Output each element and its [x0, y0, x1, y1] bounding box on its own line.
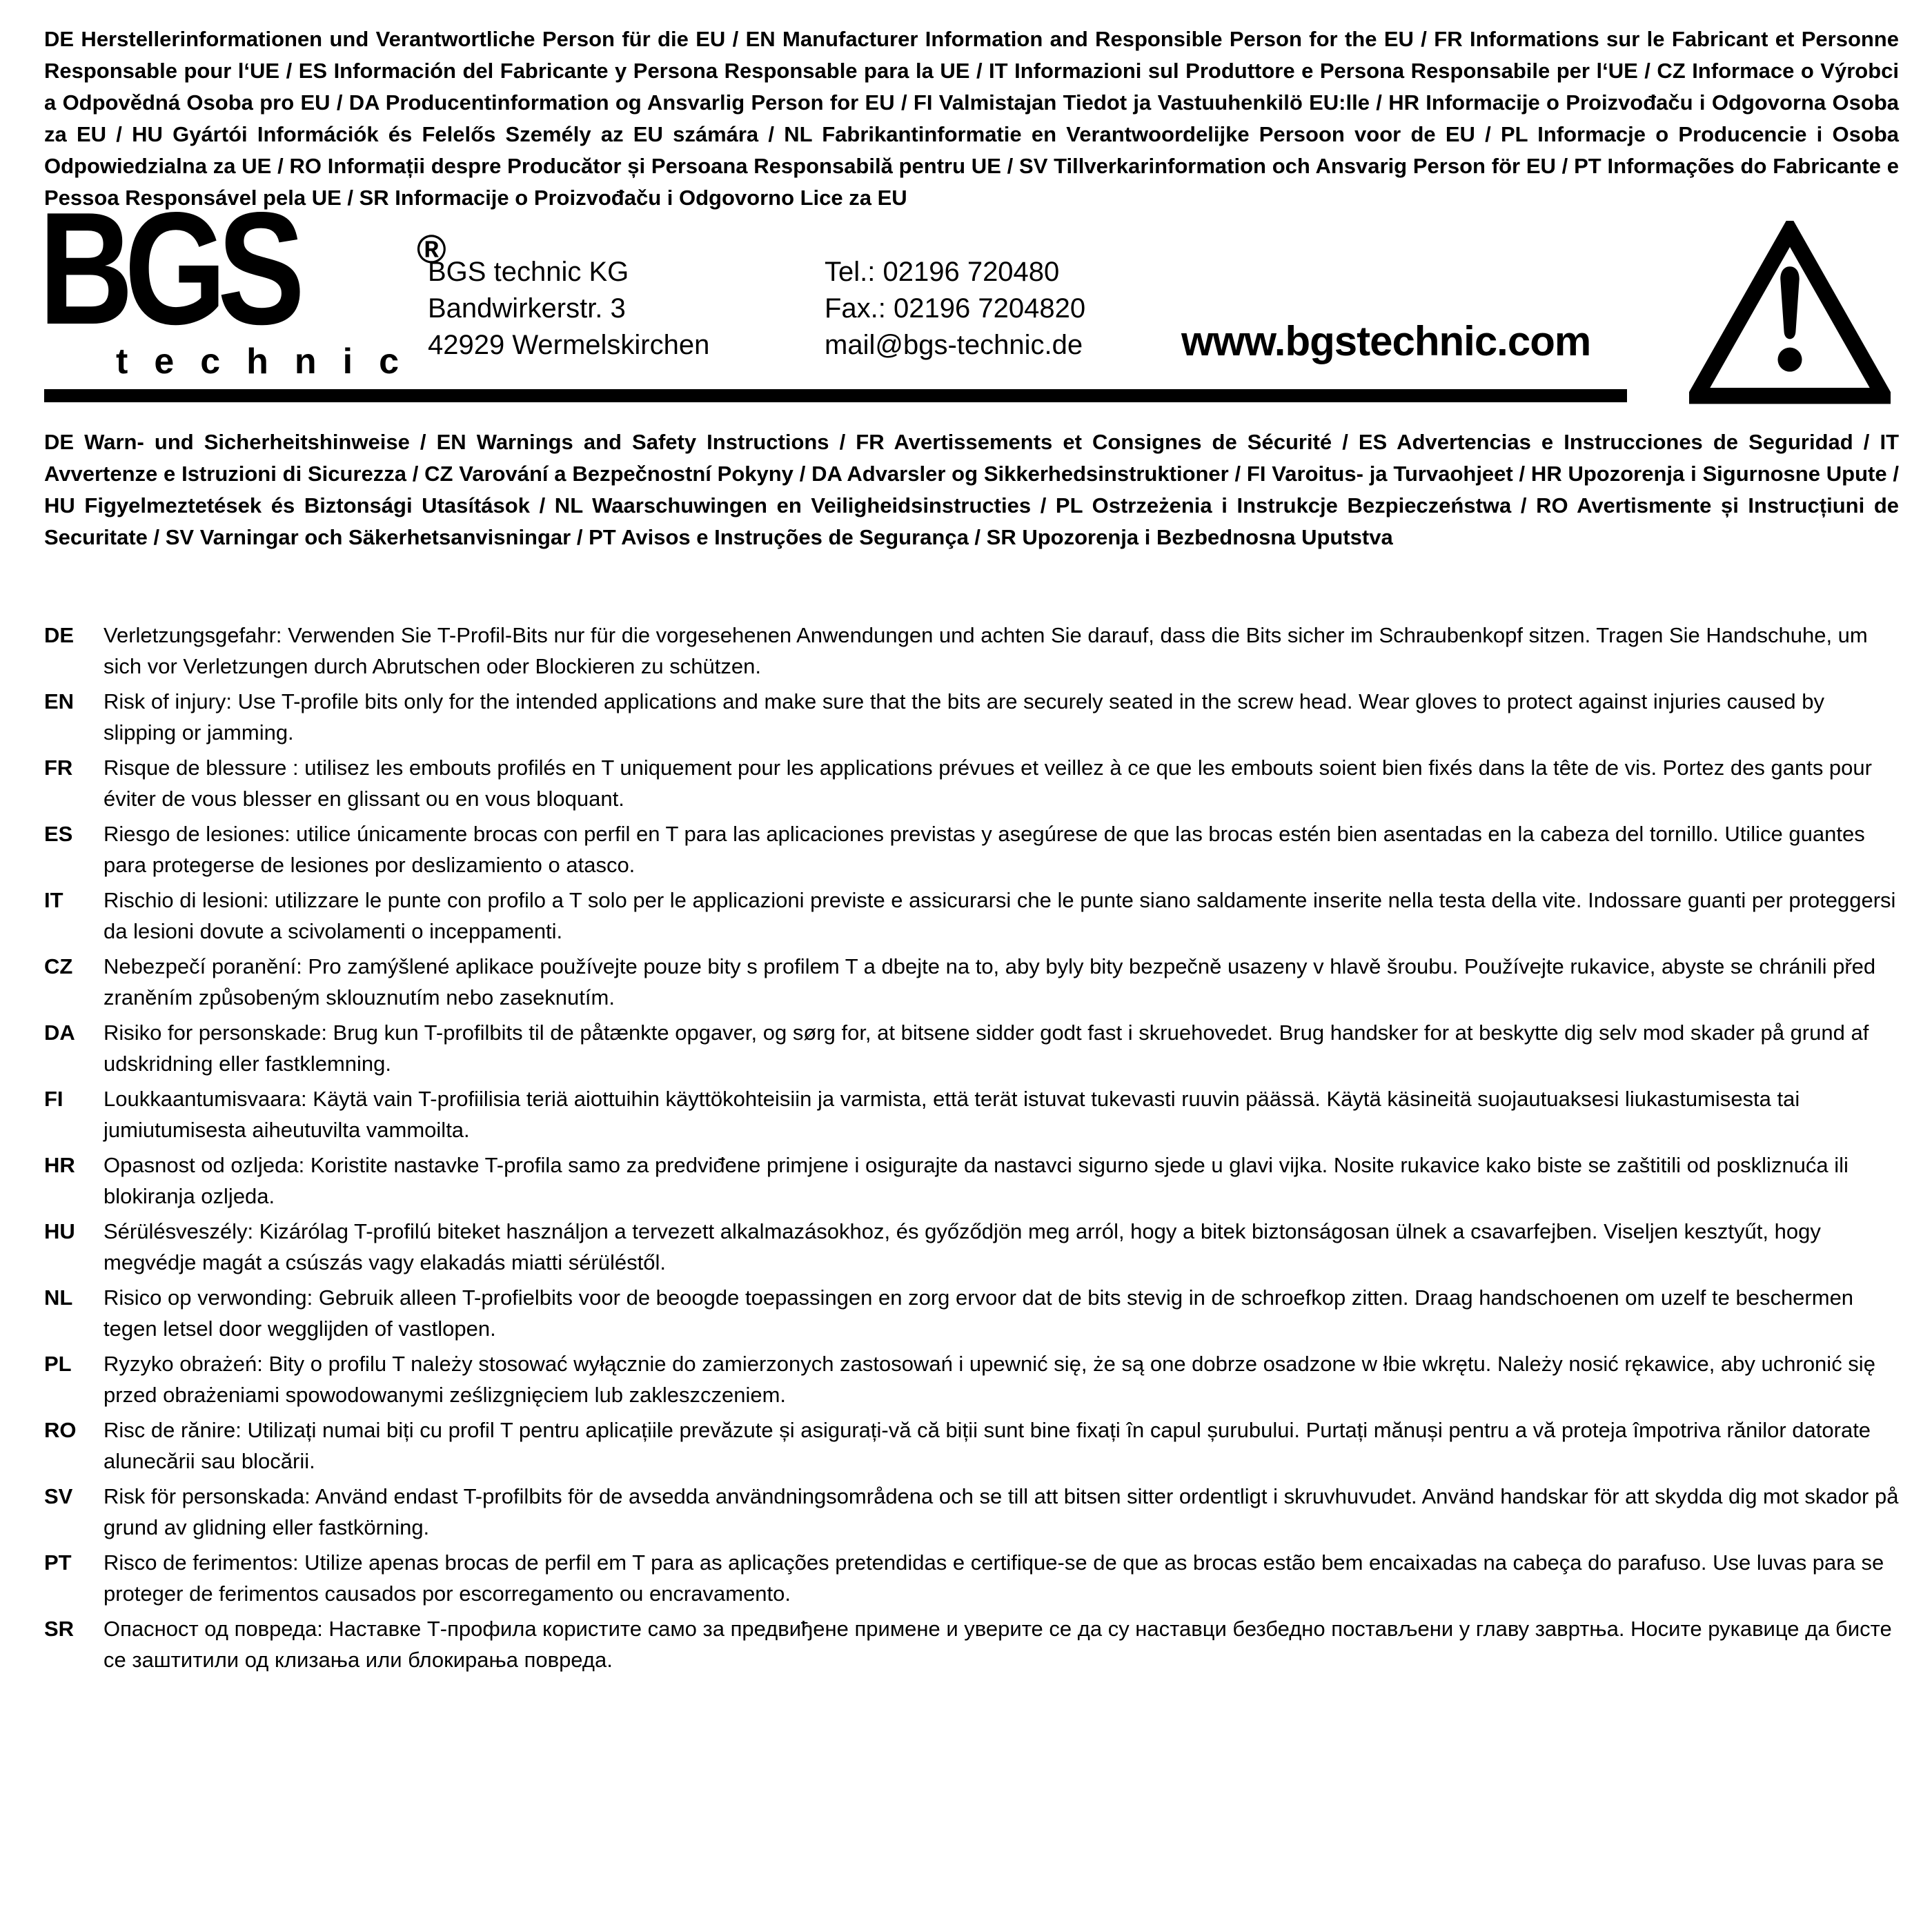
warning-language-code: PT	[44, 1550, 72, 1575]
section-divider	[44, 389, 1627, 402]
warning-item	[44, 1348, 1899, 1410]
manufacturer-info-header: DE Herstellerinformationen und Verantwortliche Person für die EU / EN Manufacturer Information and Responsible Person for the EU / FR Informations sur le Fabricant et Personne Responsable pour l‘UE / ES Información del Fabricante y Persona Responsable para la UE / IT Informazioni sul Produttore e Persona Responsabile per l‘UE / CZ Informace o Výrobci a Odpovědná Osoba pro EU / DA Producentinformation og Ansvarlig Person for EU / FI Valmistajan Tiedot ja Vastuuhenkilö EU:lle / HR Informacije o Proizvođaču i Odgovorna Osoba za EU / HU Gyártói Információk és Felelős Személy az EU számára / NL Fabrikantinformatie en Verantwoordelijke Persoon voor de EU / PL Informacje o Producencie i Osoba Odpowiedzialna za UE / RO Informații despre Producător și Persoana Responsabilă pentru UE / SV Tillverkarinformation och Ansvarig Person för EU / PT Informações do Fabricante e Pessoa Responsável pela UE / SR Informacije o Proizvođaču i Odgovorno Lice za EU	[44, 27, 1899, 210]
warning-item	[44, 752, 1899, 814]
phone-line: Tel.: 02196 720480	[825, 257, 1060, 287]
warning-language-code: ES	[44, 822, 73, 846]
warning-text: Sérülésveszély: Kizárólag T-profilú biteket használjon a tervezett alkalmazásokhoz, és győződjön meg arról, hogy a bitek biztonságosan ülnek a csavarfejben. Viseljen kesztyűt, hogy megvédje magát a csúszás vagy elakadás miatti sérüléstől.	[103, 1219, 1821, 1274]
warning-text: Risco de ferimentos: Utilize apenas brocas de perfil em T para as aplicações pretendidas e certifique-se de que as brocas estão bem encaixadas na cabeça do parafuso. Use luvas para se proteger de ferimentos causados por escorregamento ou encravamento.	[103, 1550, 1884, 1606]
warning-language-code: HU	[44, 1219, 75, 1243]
warning-text: Risk of injury: Use T-profile bits only for the intended applications and make sure that the bits are securely seated in the screw head. Wear gloves to protect against injuries caused by slipping or jamming.	[103, 689, 1824, 745]
fax-line: Fax.: 02196 7204820	[825, 293, 1086, 324]
logo-subtext: technic	[116, 342, 426, 382]
warning-language-code: FR	[44, 756, 73, 780]
safety-instructions-header: DE Warn- und Sicherheitshinweise / EN Warnings and Safety Instructions / FR Avertissements et Consignes de Sécurité / ES Advertencias e Instrucciones de Seguridad / IT Avvertenze e Istruzioni di Sicurezza / CZ Varování a Bezpečnostní Pokyny / DA Advarsler og Sikkerhedsinstruktioner / FI Varoitus- ja Turvaohjeet / HR Upozorenja i Sigurnosne Upute / HU Figyelmeztetések és Biztonsági Utasítások / NL Waarschuwingen en Veiligheidsinstructies / PL Ostrzeżenia i Instrukcje Bezpieczeństwa / RO Avertismente și Instrucțiuni de Securitate / SV Varningar och Säkerhetsanvisningar / PT Avisos e Instruções de Segurança / SR Upozorenja i Bezbednosna Uputstva	[44, 430, 1899, 549]
warning-language-code: PL	[44, 1352, 72, 1376]
bgs-logo	[39, 179, 446, 384]
warning-language-code: IT	[44, 888, 63, 912]
warning-text: Rischio di lesioni: utilizzare le punte con profilo a T solo per le applicazioni previste e assicurarsi che le punte siano saldamente inserite nella testa della vite. Indossare guanti per proteggersi da lesioni dovute a scivolamenti o inceppamenti.	[103, 888, 1896, 943]
warning-text: Loukkaantumisvaara: Käytä vain T-profiilisia teriä aiottuihin käyttökohteisiin ja varmista, että terät istuvat tukevasti ruuvin päässä. Käytä käsineitä suojautuaksesi liukastumisesta tai jumiutumisesta aiheutuvilta vammoilta.	[103, 1087, 1800, 1142]
company-name: BGS technic KG	[428, 257, 629, 287]
warning-text: Risque de blessure : utilisez les embouts profilés en T uniquement pour les applications prévues et veillez à ce que les embouts soient bien fixés dans la tête de vis. Portez des gants pour éviter de vous blesser en glissant ou en vous bloquant.	[103, 756, 1872, 811]
logo-wordmark	[39, 179, 296, 358]
warning-item	[44, 885, 1899, 947]
warning-item	[44, 1083, 1899, 1145]
warning-text: Risico op verwonding: Gebruik alleen T-profielbits voor de beoogde toepassingen en zorg ervoor dat de bits stevig in de schroefkop zitten. Draag handschoenen om uzelf te beschermen tegen letsel door wegglijden of vastlopen.	[103, 1285, 1854, 1341]
email-line: mail@bgs-technic.de	[825, 330, 1083, 360]
warning-item	[44, 1414, 1899, 1477]
warning-text: Опасност од повреда: Наставке Т-профила користите само за предвиђене примене и уверите се да су наставци безбедно постављени у главу завртња. Носите рукавице да бисте се заштитили од клизања или блокирања повреда.	[103, 1617, 1892, 1672]
contact-block	[825, 254, 1085, 364]
company-address-block	[428, 254, 709, 364]
warning-language-code: SV	[44, 1484, 73, 1508]
warning-item	[44, 1150, 1899, 1212]
warning-text: Riesgo de lesiones: utilice únicamente brocas con perfil en T para las aplicaciones previstas y asegúrese de que las brocas estén bien asentadas en la cabeza del tornillo. Utilice guantes para protegerse de lesiones por deslizamiento o atasco.	[103, 822, 1865, 877]
warning-text: Risc de rănire: Utilizați numai biți cu profil T pentru aplicațiile prevăzute și asigurați-vă că biții sunt bine fixați în capul șurubului. Purtați mănuși pentru a vă proteja împotriva rănilor datorate alunecării sau blocării.	[103, 1418, 1871, 1473]
warning-language-code: FI	[44, 1087, 63, 1111]
warning-language-code: EN	[44, 689, 75, 713]
logo-wordmark-text: BGS	[39, 179, 296, 358]
warning-item	[44, 1481, 1899, 1543]
registered-trademark-icon: ®	[417, 227, 446, 272]
warning-text: Risk för personskada: Använd endast T-profilbits för de avsedda användningsområdena och se till att bitsen sitter ordentligt i skruvhuvudet. Använd handskar för att skydda dig mot skador på grund av glidning eller fastkörning.	[103, 1484, 1899, 1539]
warning-language-code: DA	[44, 1021, 75, 1045]
warning-item	[44, 1613, 1899, 1675]
website-url: www.bgstechnic.com	[1181, 318, 1591, 364]
company-street: Bandwirkerstr. 3	[428, 293, 626, 324]
warning-text: Nebezpečí poranění: Pro zamýšlené aplikace používejte pouze bity s profilem T a dbejte na to, aby byly bity bezpečně usazeny v hlavě šroubu. Používejte rukavice, abyste se chránili před zraněním způsobeným sklouznutím nebo zaseknutím.	[103, 954, 1876, 1009]
warning-item	[44, 818, 1899, 880]
warning-text: Verletzungsgefahr: Verwenden Sie T-Profil-Bits nur für die vorgesehenen Anwendungen und achten Sie darauf, dass die Bits sicher im Schraubenkopf sitzen. Tragen Sie Handschuhe, um sich vor Verletzungen durch Abrutschen oder Blockieren zu schützen.	[103, 623, 1868, 678]
warning-text: Opasnost od ozljeda: Koristite nastavke T-profila samo za predviđene primjene i osigurajte da nastavci sigurno sjede u glavi vijka. Nosite rukavice kako biste se zaštitili od poskliznuća ili blokiranja ozljeda.	[103, 1153, 1849, 1208]
warning-item	[44, 1017, 1899, 1079]
warning-item	[44, 686, 1899, 748]
warning-item	[44, 1216, 1899, 1278]
warning-text: Ryzyko obrażeń: Bity o profilu T należy stosować wyłącznie do zamierzonych zastosowań i upewnić się, że są one dobrze osadzone w łbie wkrętu. Należy nosić rękawice, aby uchronić się przed obrażeniami spowodowanymi ześlizgnięciem lub zakleszczeniem.	[103, 1352, 1875, 1407]
warning-language-code: NL	[44, 1285, 73, 1310]
company-city: 42929 Wermelskirchen	[428, 330, 710, 360]
warning-language-code: HR	[44, 1153, 75, 1177]
warning-item	[44, 1282, 1899, 1344]
warning-language-code: CZ	[44, 954, 73, 978]
warning-item	[44, 1547, 1899, 1609]
warning-item	[44, 951, 1899, 1013]
warning-language-code: RO	[44, 1418, 77, 1442]
warning-language-code: DE	[44, 623, 75, 647]
warning-language-code: SR	[44, 1617, 75, 1641]
warnings-list	[44, 620, 1899, 1679]
warning-item	[44, 620, 1899, 682]
warning-text: Risiko for personskade: Brug kun T-profilbits til de påtænkte opgaver, og sørg for, at bitsene sidder godt fast i skruehovedet. Brug handsker for at beskytte dig selv mod skader på grund af udskridning eller fastklemning.	[103, 1021, 1869, 1076]
warning-triangle-icon	[1689, 221, 1891, 406]
